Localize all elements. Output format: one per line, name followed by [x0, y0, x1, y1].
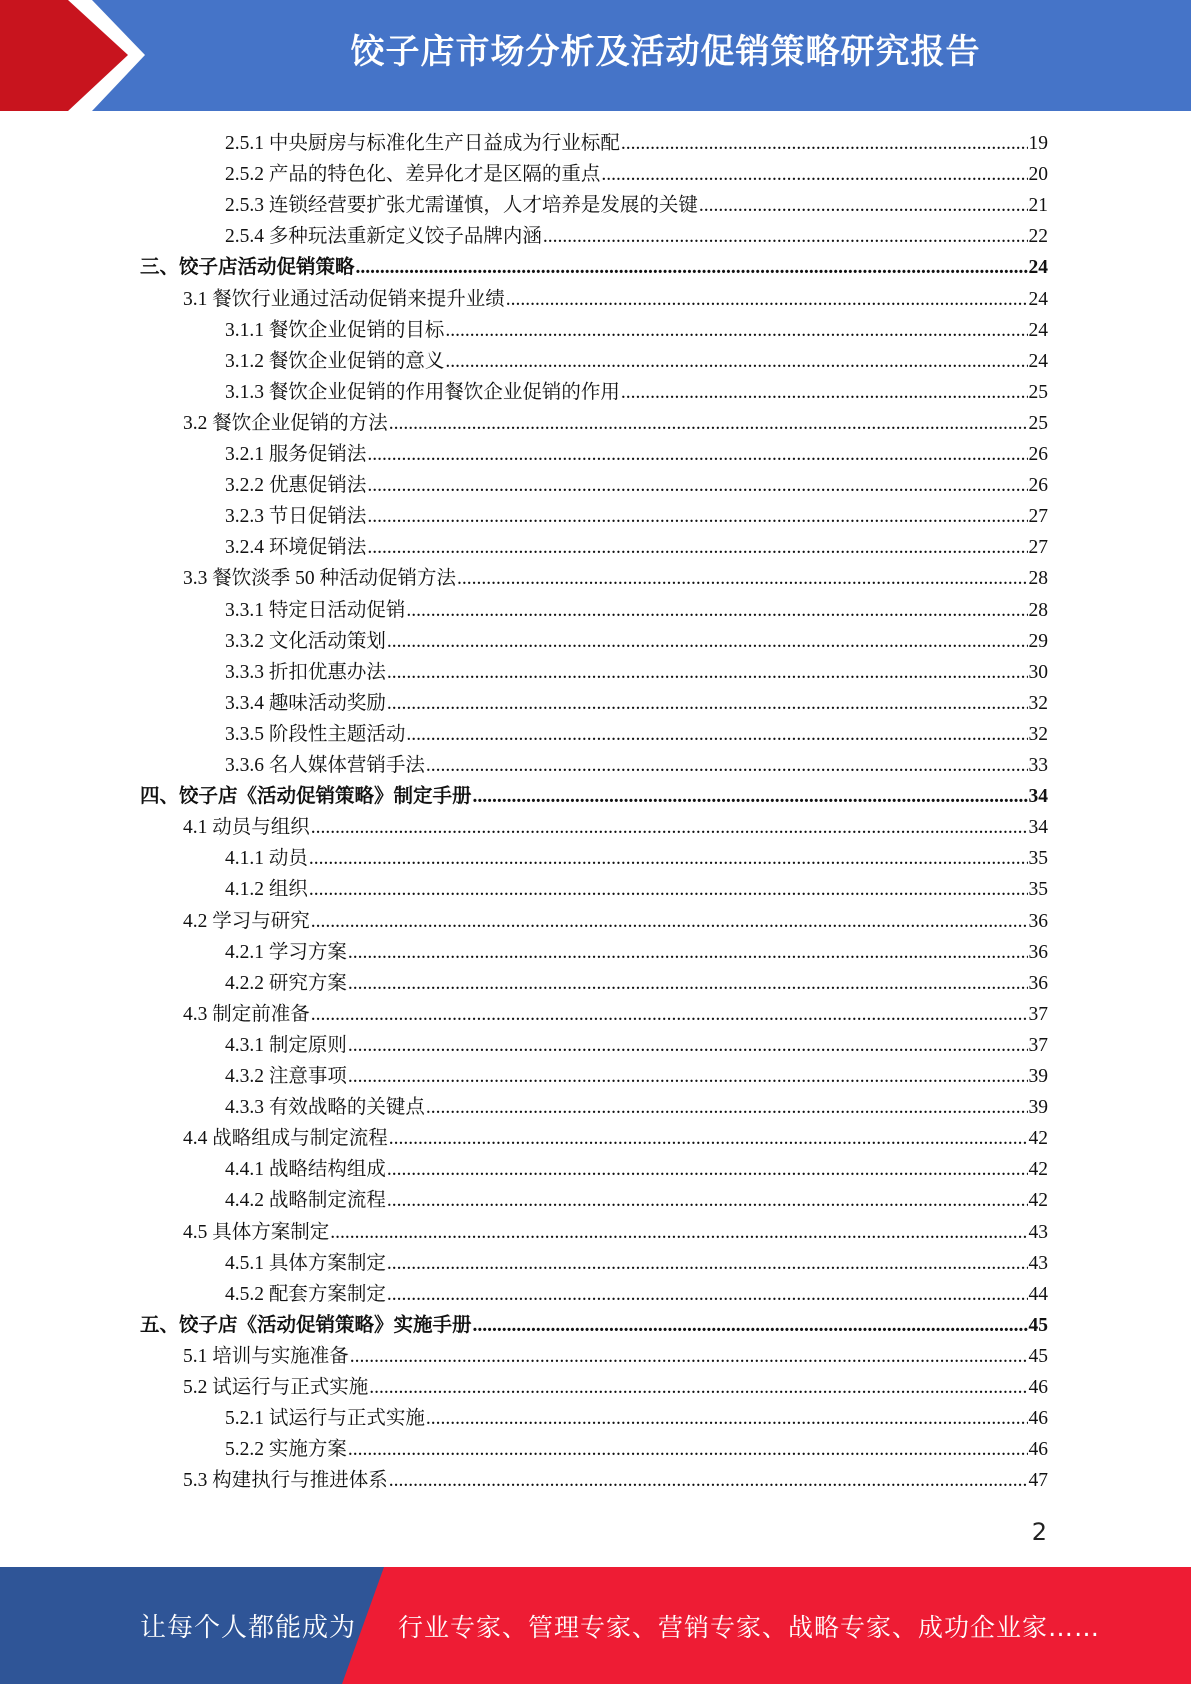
toc-entry-label: 5.3 构建执行与推进体系 — [183, 1470, 388, 1492]
toc-entry[interactable] — [225, 501, 1048, 532]
toc-entry-page: 35 — [1028, 879, 1048, 901]
toc-entry[interactable] — [183, 1123, 1048, 1154]
toc-entry[interactable] — [225, 1154, 1048, 1185]
toc-entry-page: 43 — [1028, 1252, 1048, 1274]
toc-entry-page: 42 — [1028, 1190, 1048, 1212]
toc-entry-page: 44 — [1028, 1283, 1048, 1305]
toc-entry-label: 2.5.1 中央厨房与标准化生产日益成为行业标配 — [225, 133, 620, 154]
toc-entry[interactable] — [140, 781, 1048, 812]
toc-entry[interactable] — [225, 1434, 1048, 1465]
toc-dot-leader — [387, 1279, 1028, 1310]
toc-entry[interactable] — [183, 284, 1048, 315]
toc-entry-label: 4.5.2 配套方案制定 — [225, 1283, 386, 1305]
toc-dot-leader — [387, 657, 1028, 688]
toc-entry-page: 36 — [1028, 910, 1048, 932]
toc-entry[interactable] — [183, 1217, 1048, 1248]
toc-dot-leader — [330, 1217, 1027, 1248]
toc-entry[interactable] — [225, 595, 1048, 626]
toc-dot-leader — [348, 1061, 1028, 1092]
toc-entry-label: 4.2.1 学习方案 — [225, 941, 347, 963]
toc-entry-label: 3.1.2 餐饮企业促销的意义 — [225, 350, 445, 372]
toc-entry-label: 4.2 学习与研究 — [183, 910, 310, 932]
toc-dot-leader — [389, 408, 1028, 439]
toc-entry[interactable] — [225, 221, 1048, 252]
toc-entry[interactable] — [183, 408, 1048, 439]
page-number: 2 — [1031, 1518, 1047, 1546]
footer-slogan: 让每个人都能成为 — [140, 1613, 357, 1643]
toc-entry[interactable] — [225, 750, 1048, 781]
toc-dot-leader — [348, 937, 1028, 968]
toc-entry-page: 24 — [1028, 257, 1048, 279]
toc-entry[interactable] — [140, 1310, 1048, 1341]
toc-entry[interactable] — [225, 346, 1048, 377]
toc-entry[interactable] — [183, 999, 1048, 1030]
toc-entry-label: 4.5 具体方案制定 — [183, 1221, 330, 1243]
toc-dot-leader — [367, 532, 1027, 563]
toc-entry-page: 19 — [1028, 133, 1048, 154]
toc-entry-page: 25 — [1028, 412, 1048, 434]
toc-entry-page: 28 — [1028, 599, 1048, 621]
toc-entry-label: 3.3.3 折扣优惠办法 — [225, 661, 386, 683]
toc-dot-leader — [309, 843, 1028, 874]
toc-entry-page: 42 — [1028, 1159, 1048, 1181]
toc-entry-label: 3.1.3 餐饮企业促销的作用餐饮企业促销的作用 — [225, 381, 620, 403]
toc-dot-leader — [506, 284, 1028, 315]
page-footer — [0, 1567, 1191, 1684]
toc-entry-page: 27 — [1028, 506, 1048, 528]
toc-entry-page: 28 — [1028, 568, 1048, 590]
toc-entry-page: 33 — [1028, 755, 1048, 776]
toc-entry-label: 4.4.2 战略制定流程 — [225, 1190, 386, 1212]
toc-dot-leader — [621, 128, 1028, 159]
toc-entry-label: 4.1.1 动员 — [225, 848, 308, 870]
toc-entry-label: 4.4.1 战略结构组成 — [225, 1159, 386, 1181]
toc-entry-page: 22 — [1028, 226, 1048, 248]
toc-entry[interactable] — [183, 906, 1048, 937]
toc-entry-label: 3.2 餐饮企业促销的方法 — [183, 412, 388, 434]
toc-dot-leader — [473, 781, 1028, 812]
toc-dot-leader — [445, 315, 1027, 346]
toc-entry-page: 39 — [1028, 1066, 1048, 1087]
toc-entry[interactable] — [183, 563, 1048, 594]
footer-roles: 行业专家、管理专家、营销专家、战略专家、成功企业家…… — [398, 1613, 1101, 1642]
toc-entry-page: 20 — [1028, 164, 1048, 186]
toc-entry-label: 5.2.1 试运行与正式实施 — [225, 1408, 425, 1430]
toc-entry[interactable] — [140, 252, 1048, 283]
toc-entry[interactable] — [225, 626, 1048, 657]
toc-entry-page: 35 — [1028, 848, 1048, 870]
toc-entry-label: 四、饺子店《活动促销策略》制定手册 — [140, 786, 472, 808]
toc-dot-leader — [426, 1403, 1028, 1434]
toc-entry[interactable] — [183, 1465, 1048, 1496]
toc-entry[interactable] — [225, 843, 1048, 874]
page-title: 饺子店市场分析及活动促销策略研究报告 — [350, 32, 981, 72]
toc-entry-page: 27 — [1028, 537, 1048, 559]
toc-entry[interactable] — [225, 532, 1048, 563]
toc-dot-leader — [367, 501, 1027, 532]
toc-entry-page: 32 — [1028, 692, 1048, 714]
toc-dot-leader — [356, 252, 1028, 283]
toc-entry-label: 5.2 试运行与正式实施 — [183, 1377, 369, 1398]
toc-dot-leader — [389, 1123, 1028, 1154]
toc-entry-page: 45 — [1028, 1345, 1048, 1367]
toc-dot-leader — [367, 439, 1027, 470]
toc-entry-label: 4.4 战略组成与制定流程 — [183, 1128, 388, 1150]
toc-entry[interactable] — [225, 1185, 1048, 1216]
toc-dot-leader — [387, 626, 1028, 657]
toc-entry-page: 26 — [1028, 475, 1048, 497]
toc-entry-label: 2.5.4 多种玩法重新定义饺子品牌内涵 — [225, 226, 542, 248]
toc-entry-page: 37 — [1028, 1034, 1048, 1056]
toc-dot-leader — [406, 719, 1027, 750]
toc-entry-label: 3.3.2 文化活动策划 — [225, 630, 386, 652]
toc-dot-leader — [350, 1341, 1028, 1372]
toc-entry[interactable] — [225, 1248, 1048, 1279]
toc-entry-label: 3.2.3 节日促销法 — [225, 506, 367, 528]
toc-entry[interactable] — [225, 1092, 1048, 1123]
toc-entry-label: 3.2.4 环境促销法 — [225, 537, 367, 559]
toc-entry-page: 24 — [1028, 350, 1048, 372]
toc-entry-label: 五、饺子店《活动促销策略》实施手册 — [140, 1314, 472, 1336]
toc-entry-page: 37 — [1028, 1003, 1048, 1025]
toc-entry-page: 30 — [1028, 661, 1048, 683]
toc-entry-label: 4.2.2 研究方案 — [225, 972, 347, 994]
toc-entry[interactable] — [225, 657, 1048, 688]
toc-entry-label: 3.1 餐饮行业通过活动促销来提升业绩 — [183, 288, 505, 310]
toc-dot-leader — [426, 750, 1028, 781]
toc-dot-leader — [457, 563, 1027, 594]
toc-dot-leader — [311, 999, 1028, 1030]
toc-entry-label: 2.5.2 产品的特色化、差异化才是区隔的重点 — [225, 164, 601, 186]
toc-entry-page: 34 — [1028, 817, 1048, 839]
toc-dot-leader — [348, 1434, 1028, 1465]
toc-entry-label: 4.3.1 制定原则 — [225, 1034, 347, 1056]
page-header — [0, 0, 1191, 111]
toc-entry-page: 45 — [1028, 1314, 1048, 1336]
toc-dot-leader — [367, 470, 1027, 501]
toc-dot-leader — [699, 190, 1028, 221]
toc-entry-page: 29 — [1028, 630, 1048, 652]
toc-dot-leader — [309, 874, 1028, 905]
toc-entry-label: 3.2.2 优惠促销法 — [225, 475, 367, 497]
toc-entry-label: 4.1 动员与组织 — [183, 817, 310, 839]
toc-entry-page: 26 — [1028, 444, 1048, 465]
toc-entry-page: 46 — [1028, 1408, 1048, 1430]
toc-entry-page: 34 — [1028, 786, 1048, 808]
toc-entry[interactable] — [225, 159, 1048, 190]
toc-dot-leader — [601, 159, 1027, 190]
toc-entry-label: 2.5.3 连锁经营要扩张尤需谨慎，人才培养是发展的关键 — [225, 195, 698, 217]
toc-entry-label: 3.3.5 阶段性主题活动 — [225, 723, 406, 745]
toc-entry-label: 3.3.1 特定日活动促销 — [225, 599, 406, 621]
toc-entry-label: 5.1 培训与实施准备 — [183, 1345, 349, 1367]
toc-entry-page: 47 — [1028, 1470, 1048, 1492]
toc-dot-leader — [389, 1465, 1028, 1496]
toc-entry[interactable] — [225, 470, 1048, 501]
toc-entry-page: 46 — [1028, 1439, 1048, 1461]
toc-entry-page: 36 — [1028, 972, 1048, 994]
toc-entry-label: 4.3.2 注意事项 — [225, 1066, 347, 1087]
toc-entry[interactable] — [225, 688, 1048, 719]
toc-entry[interactable] — [225, 377, 1048, 408]
toc-entry[interactable] — [225, 937, 1048, 968]
toc-entry[interactable] — [225, 190, 1048, 221]
toc-dot-leader — [387, 1248, 1028, 1279]
toc-entry-label: 3.3.4 趣味活动奖励 — [225, 692, 386, 714]
toc-dot-leader — [445, 346, 1027, 377]
toc-entry[interactable] — [225, 1061, 1048, 1092]
toc-entry[interactable] — [225, 1279, 1048, 1310]
toc-entry-label: 3.3.6 名人媒体营销手法 — [225, 755, 425, 776]
toc-dot-leader — [311, 906, 1028, 937]
toc-entry[interactable] — [183, 1341, 1048, 1372]
toc-entry[interactable] — [225, 315, 1048, 346]
toc-dot-leader — [426, 1092, 1028, 1123]
toc-dot-leader — [473, 1310, 1028, 1341]
toc-entry-label: 4.1.2 组织 — [225, 879, 308, 901]
toc-dot-leader — [348, 1030, 1028, 1061]
toc-entry[interactable] — [225, 439, 1048, 470]
toc-entry-label: 3.3 餐饮淡季 50 种活动促销方法 — [183, 568, 457, 590]
toc-entry-page: 36 — [1028, 941, 1048, 963]
toc-entry[interactable] — [225, 719, 1048, 750]
toc-entry-label: 5.2.2 实施方案 — [225, 1439, 347, 1461]
toc-entry-label: 4.3 制定前准备 — [183, 1003, 310, 1025]
toc-entry[interactable] — [225, 128, 1048, 159]
toc-entry[interactable] — [183, 812, 1048, 843]
toc-entry[interactable] — [225, 874, 1048, 905]
toc-entry-page: 43 — [1028, 1221, 1048, 1243]
toc-dot-leader — [369, 1372, 1027, 1403]
toc-entry-page: 42 — [1028, 1128, 1048, 1150]
toc-entry-page: 25 — [1028, 381, 1048, 403]
toc-entry-page: 46 — [1028, 1377, 1048, 1398]
toc-dot-leader — [387, 1154, 1028, 1185]
toc-entry[interactable] — [183, 1372, 1048, 1403]
toc-dot-leader — [387, 688, 1028, 719]
toc-entry[interactable] — [225, 1403, 1048, 1434]
toc-entry[interactable] — [225, 1030, 1048, 1061]
toc-entry-label: 4.3.3 有效战略的关键点 — [225, 1097, 425, 1119]
toc-dot-leader — [406, 595, 1027, 626]
toc-entry-page: 21 — [1028, 195, 1048, 217]
toc-dot-leader — [387, 1185, 1028, 1216]
toc-dot-leader — [348, 968, 1028, 999]
toc-entry-page: 32 — [1028, 723, 1048, 745]
toc-entry[interactable] — [225, 968, 1048, 999]
toc-entry-label: 4.5.1 具体方案制定 — [225, 1252, 386, 1274]
toc-entry-label: 三、饺子店活动促销策略 — [140, 257, 355, 279]
header-arrow-decoration — [0, 0, 160, 111]
toc-entry-label: 3.1.1 餐饮企业促销的目标 — [225, 319, 445, 341]
toc-dot-leader — [621, 377, 1028, 408]
toc-entry-page: 24 — [1028, 288, 1048, 310]
toc-dot-leader — [311, 812, 1028, 843]
toc-entry-page: 24 — [1028, 319, 1048, 341]
toc-dot-leader — [543, 221, 1028, 252]
toc-entry-label: 3.2.1 服务促销法 — [225, 444, 367, 465]
toc-entry-page: 39 — [1028, 1097, 1048, 1119]
